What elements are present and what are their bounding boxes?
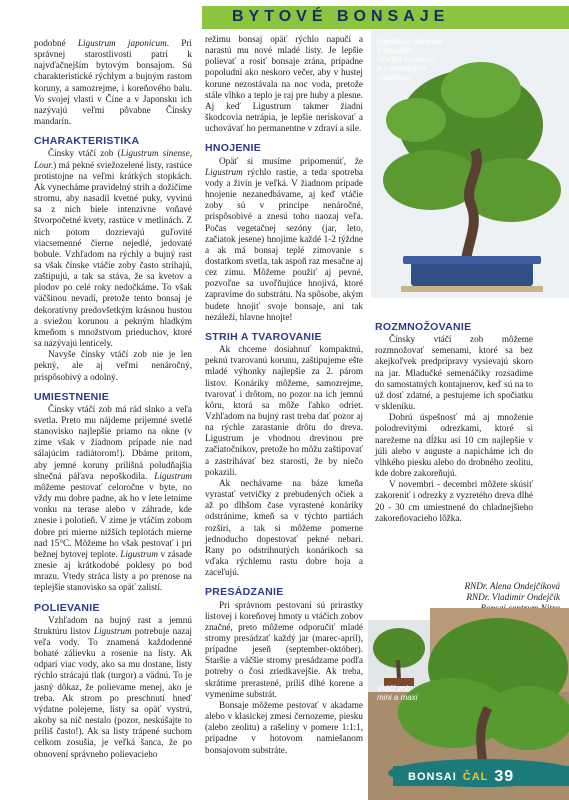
paragraph: Dobrú úspešnosť má aj množenie polodrevitými odrezkami, ktoré si narežeme na dĺžku asi 10 cm najlepšie v júli alebo v auguste a napicháme ich do vlhkého piesku alebo do drobného zeolitu, kde dobre zakoreňujú. bbox=[375, 412, 533, 479]
page-number: 39 bbox=[494, 768, 515, 785]
paragraph: Čínsky vtáčí zob (Ligustrum sinense, Lour.) má pekné sviežozelené listy, rastúce protistojne na veľmi krátkých stopkách. Ak vynecháme pravidelný strih a dožičíme stromu, aby nasadil kvetné puky, vyvinú sa z nich biele intenzívne voňavé štvorpočetné kvety, rastúce v metlinách. Z nich potom dozrievajú guľovité viacsemenné čierne nejedlé, jedovaté bobule. Vzhľadom na rýchly a bujný rast sa však čínske vtáčie zoby často strihajú, zaštipujú, a tak sa stáva, že sa kvetov a plodov po celé roky nedočkáme. To však väčšinou nevadí, pretože tento bonsaj je dekoratívny predovšetkým krásnou hustou a sviežou korunou a pekným hladkým kmeňom s množstvom prieduchov, ktoré sa nazývajú lenticely. bbox=[34, 148, 192, 349]
column-2 bbox=[205, 34, 363, 756]
column-1 bbox=[34, 38, 192, 760]
heading-presadzanie: PRESÁDZANIE bbox=[205, 586, 284, 599]
paragraph: Ak nechávame na báze kmeňa vyrastať vetvičky z prebudených očiek a až po dlhšom čase vyrastené konáriky odstránime, kmeň sa v týchto partiách rozšíri, a tak si môžeme pomerne jednoducho dopestovať pekné nebari. Rany po odstrihnutých konárikoch sa vďaka rýchlemu rastu dobre hoja a zaceľujú. bbox=[205, 477, 363, 578]
intro-paragraph: podobné Ligustrum japonicum. Pri správnej starostlivosti patrí k najvďačnejším bytovým bonsajom. Sú charakteristické rýchlym a bujným rastom koruny, a samozrejme, i koreňového balu. Vo svojej vlasti v Číne a v Japonsku ich nazývajú veľmi pôvabne Čínsky mandarín. bbox=[34, 38, 192, 127]
heading-hnojenie: HNOJENIE bbox=[205, 142, 262, 155]
photo-caption-top: Ligustrum sinense s typickým vlnitým kmeňom a tvarovanými obláčikmi bbox=[377, 37, 442, 82]
heading-polievanie: POLIEVANIE bbox=[34, 601, 100, 614]
issue-prefix: ČAL bbox=[462, 771, 489, 783]
paragraph: Navyše čínsky vtáčí zob nie je len pekný, ale aj veľmi nenáročný, prispôsobivý a odolný. bbox=[34, 349, 192, 382]
photo-caption-bottom: Vtáčí zob mini a maxi bbox=[377, 684, 418, 702]
paragraph: Čínsky vtáčí zob môžeme rozmnožovať semenami, ktoré sa bez akejkoľvek predprípravy vysievajú skoro na jar. Mladučké semenáčiky rozsadíme do samostatných kontajnerov, keď sú na to už dosť zdatné, a pestujeme ich spočiatku v skleníku. bbox=[375, 334, 533, 412]
paragraph: režimu bonsaj opäť rýchlo napučí a narastú mu nové mladé listy. Je lepšie polievať a rosiť bonsaje zrána, prípadne popoludní ako neskoro večer, aby v hustej korune nezostávala na noc voda, pretože stále vlhko a teplo je raj pre huby a plesne. Aj keď Ligustrum takmer žiadni škodcovia netrápia, je lepšie neriskovať a uchovávať ho permanentne v zdraví a sile. bbox=[205, 34, 363, 134]
paragraph: Bonsaje môžeme pestovať v akadame alebo v klasickej zmesi černozeme, piesku (alebo zeolitu) a rašeliny v pomere 1:1:1, prípadne v hotovom namiešanom bonsajovom substráte. bbox=[205, 699, 363, 755]
magazine-name: BONSAI bbox=[408, 771, 457, 783]
heading-umiestnenie: UMIESTNENIE bbox=[34, 390, 110, 403]
paragraph: Vzhľadom na bujný rast a jemnú štruktúru listov Ligustrum potrebuje nazaj veľa vody. To znamená každodenné bohaté zálievku a rosenie na listy. Ak odparí viac vody, ako sa mu dostane, listy rýchlo strácajú tlak (turgor) a vädnú. To je jasný dôkaz, že polievame menej, ako je treba. Ak strom po preschnutí hneď výdatne polejeme, listy sa opäť vystrú, akoby sa nič nestalo (pozor, neskúšajte to príliš často!). Ak sa listy trápené suchom celkom zosušia, je veľká šanca, že po obnovení správneho polievacieho bbox=[34, 614, 192, 759]
heading-charakteristika: CHARAKTERISTIKA bbox=[34, 135, 140, 148]
paragraph: Opäť si musíme pripomenúť, že Ligustrum rýchlo rastie, a teda spotreba vody a živín je veľká. V žiadnom prípade hnojenie nezanedbávame, aj keď vtáčie zoby sú v princípe nenáročné, prispôsobivé a znesú toho naozaj veľa. Počas vegetačnej sezóny (jar, leto, začiatok jesene) hnojíme každé 1-2 týždne a ak má bonsaj teplé zimovanie s dostatkom svetla, tak aspoň raz mesačne aj cez zimu. Môžeme použiť aj pevné, pozvoľne sa uvoľňujúce hnojivá, ktoré zapravíme do substrátu. Na spôsobe, akým budete hnojiť svoje bonsaje, ani tak nezáleží, hlavne hnojte! bbox=[205, 155, 363, 322]
paragraph: Ak chceme dosiahnuť kompaktnú, peknú tvarovanú korunu, zaštipujeme ešte mladé výhonky najlepšie za 2. párom listov. Konáriky môžeme, samozrejme, tvarovať i drôtom, no pozor na ich jemnú kôru, ktorá sa môže ľahko odriet. Vzhľadom na bujný rast treba dať pozor aj na rýchle zarastanie drôtu do dreva. Ligustrum je vhodnou drevinou pre začiatočníkov, pretože ho môžu zaštipovať a zastrihávať bez starostí, že by niečo pokazili. bbox=[205, 344, 363, 477]
paragraph: Čínsky vtáčí zob má rád slnko a veľa svetla. Preto mu nájdeme príjemné svetlé stanovisko najlepšie priamo na okne (v zime však v žiadnom prípade nie nad sálajúcim radiátorom!). Dbáme pritom, aby jemné koruny prílišná poludňajšia slnečná páľava nepoškodila. Ligustrum môžeme pestovať celoročne v byte, no vždy mu dobre padne, ak ho v lete letnime vonku na terase alebo v záhrade, kde znesie i polotieň. V zime je vtáčím zobom dobre pri mierne nižších teplotách mierne nad 15°C. Môžeme ho však pestovať i pri bežnej bytovej teplote. Ligustrum v zásade znesie aj krátkodobé poklesy po bod mrazu. Vtedy stráca listy a po prenose na teplejšie stanovisko sa opäť zalistí. bbox=[34, 403, 192, 593]
paragraph: V novembri - decembri môžete skúsiť zakoreniť i odrezky z vyzretého dreva dlhé 20 - 30 cm umiestnené do chladnejšieho zakoreňovacieho lôžka. bbox=[375, 479, 533, 523]
heading-rozmnozovanie: ROZMNOŽOVANIE bbox=[375, 321, 472, 333]
page-section-title: BYTOVÉ BONSAJE bbox=[232, 8, 450, 25]
page-footer bbox=[408, 766, 548, 788]
paragraph: Pri správnom pestovaní sú prírastky listovej i koreňovej hmoty u vtáčích zobov značné, preto môžeme odporučiť mladé stromy presádzať každý jar (marec-apríl), prípadne jeseň (september-október). Staršie a väčšie stromy presádzame podľa potreby o čosi zriedkavejšie. Ak treba, skrátime prerastené, príliš dlhé korene a vymeníme substrát. bbox=[205, 599, 363, 699]
heading-strih-a-tvarovanie: STRIH A TVAROVANIE bbox=[205, 330, 322, 343]
column-3 bbox=[375, 322, 533, 524]
author-credits: RNDr. Alena Ondejčíková RNDr. Vladimír Ondejčík bbox=[464, 581, 560, 602]
